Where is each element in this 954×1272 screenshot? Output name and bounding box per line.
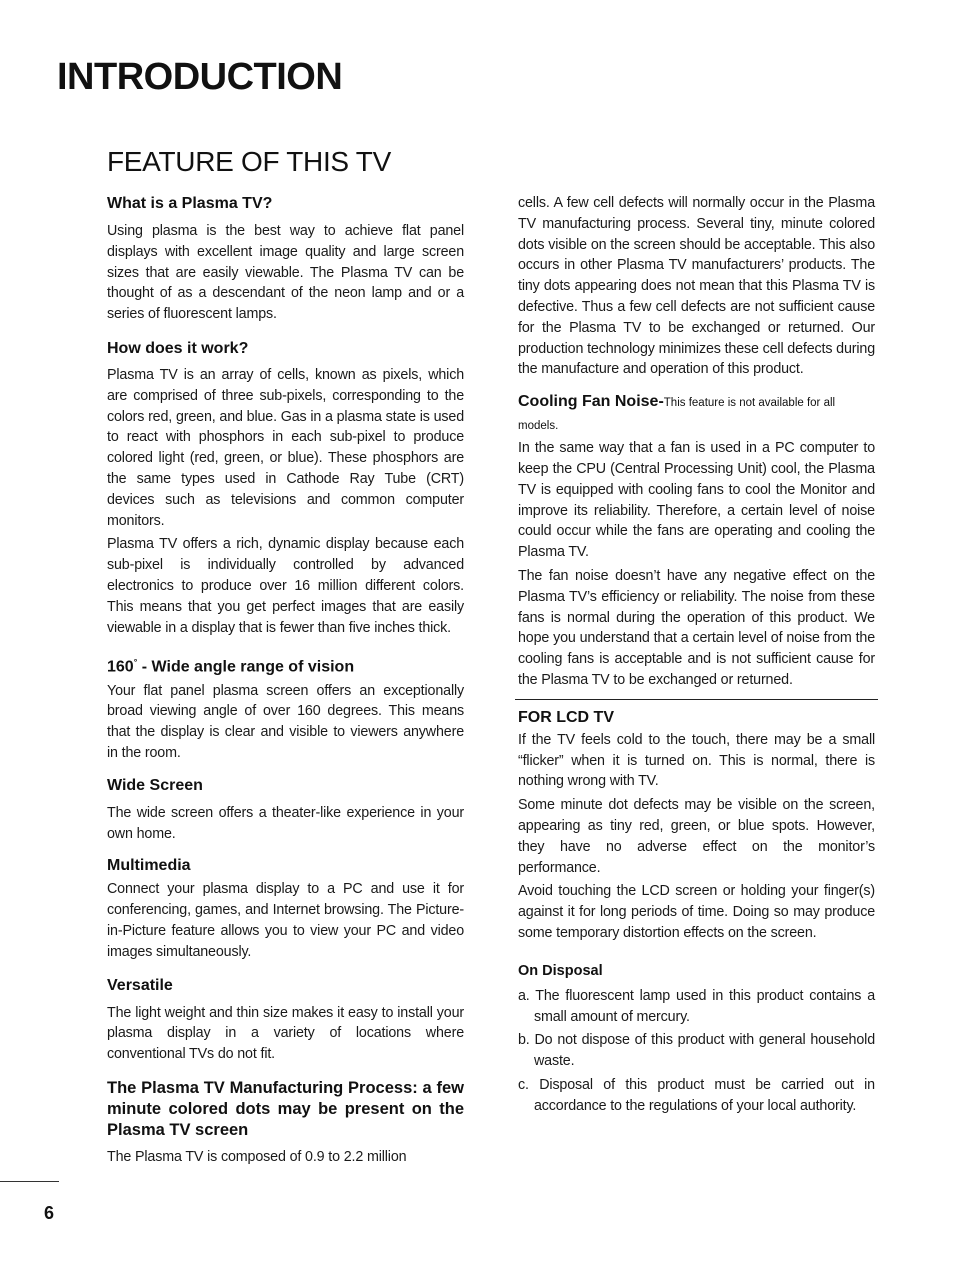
disposal-item: c. Disposal of this product must be carried out in accordance to the regulations of your local authority.	[518, 1076, 875, 1114]
lcd-paragraph-3: Avoid touching the LCD screen or holding your finger(s) against it for long periods of time. Doing so may produce some temporary distortion effects on the screen.	[518, 883, 875, 941]
wide-heading: Wide Screen	[107, 776, 203, 794]
multimedia-paragraph: Connect your plasma display to a PC and use it for conferencing, games, and Internet browsing. The Picture-in-Picture feature allows you to view your PC and video images simultaneously.	[107, 881, 464, 960]
footer-rule	[0, 1181, 59, 1182]
disposal-item: b. Do not dispose of this product with general household waste.	[518, 1032, 875, 1070]
angle-paragraph: Your flat panel plasma screen offers an exceptionally broad viewing angle of over 160 degrees. This means that the display is clear and visible to viewers anywhere in the room.	[107, 682, 464, 762]
versatile-heading: Versatile	[107, 976, 173, 994]
lcd-heading: FOR LCD TV	[518, 708, 614, 726]
fan-heading-note: This feature is not available for all models.	[518, 397, 836, 433]
fan-heading-text: Cooling Fan Noise-	[518, 393, 664, 411]
how-paragraph-2: Plasma TV offers a rich, dynamic display because each sub-pixel is individually controlled by advanced electronics to produce over 16 million different colors. This means that you get perfect images that are easily viewable in a display that is fewer than five inches thick.	[107, 536, 464, 636]
fan-paragraph-2: The fan noise doesn’t have any negative effect on the Plasma TV’s efficiency or reliability. The noise from these fans is normal during the operation of this product. We hope you understand that a certain level of noise from the cooling fans is acceptable and is not sufficient cause for the Plasma TV to be exchanged or returned.	[518, 567, 875, 688]
fan-paragraph-1: In the same way that a fan is used in a PC computer to keep the CPU (Central Processing Unit) cool, the Plasma TV is equipped with cooling fans to cool the Monitor and improve its reliability. Therefore, a certain level of noise could occur while the fans are operating and cooling the Plasma TV.	[518, 440, 875, 561]
angle-heading	[107, 652, 464, 677]
how-paragraph-1: Plasma TV is an array of cells, known as pixels, which are comprised of three sub-pixels, corresponding to the colors red, green, and blue. Gas in a plasma state is used to react with phosphors in each sub-pixel to produce colored light (red, green, or blue). These phosphors are the same types used in Cathode Ray Tube (CRT) devices such as televisions and common computer monitors.	[107, 366, 464, 529]
plasma-heading: What is a Plasma TV?	[107, 195, 273, 212]
wide-paragraph: The wide screen offers a theater-like experience in your own home.	[107, 804, 464, 842]
manufacturing-heading: The Plasma TV Manufacturing Process: a few minute colored dots may be present on the Plasma TV screen	[107, 1079, 464, 1140]
page-number: 6	[44, 1203, 55, 1223]
manufacturing-paragraph: The Plasma TV is composed of 0.9 to 2.2 million	[107, 1149, 407, 1166]
fan-heading	[518, 391, 875, 437]
angle-heading-text: - Wide angle range of vision	[137, 658, 355, 676]
lcd-paragraph-1: If the TV feels cold to the touch, there may be a small “flicker” when it is turned on. This is normal, there is nothing wrong with TV.	[518, 731, 875, 790]
angle-heading-degree: °	[133, 657, 138, 668]
page-title: INTRODUCTION	[57, 56, 343, 98]
disposal-item: a. The fluorescent lamp used in this product contains a small amount of mercury.	[518, 987, 875, 1025]
disposal-list	[518, 986, 875, 1117]
right-column	[518, 193, 875, 1116]
section-divider	[515, 699, 878, 700]
versatile-paragraph: The light weight and thin size makes it easy to install your plasma display in a variety of locations where conventional TVs do not fit.	[107, 1004, 464, 1063]
lcd-paragraph-2: Some minute dot defects may be visible on the screen, appearing as tiny red, green, or blue spots. However, they have no adverse effect on the monitor’s performance.	[518, 797, 875, 876]
multimedia-heading: Multimedia	[107, 857, 191, 875]
disposal-heading: On Disposal	[518, 962, 603, 979]
section-title: FEATURE OF THIS TV	[107, 146, 391, 177]
left-column	[107, 193, 464, 1168]
how-heading: How does it work?	[107, 339, 249, 357]
angle-heading-number: 160	[107, 658, 134, 676]
plasma-paragraph: Using plasma is the best way to achieve flat panel displays with excellent image quality and large screen sizes that are easily viewable. The Plasma TV can be thought of as a descendant of the neon lamp and or a series of fluorescent lamps.	[107, 223, 464, 323]
manufacturing-continued: cells. A few cell defects will normally occur in the Plasma TV manufacturing process. Several tiny, minute colored dots visible on the screen should be acceptable. This also occurs in other Plasma TV manufacturers’ products. The tiny dots appearing does not mean that this Plasma TV is defective. Thus a few cell defects are not sufficient cause for the Plasma TV to be exchanged or returned. Our production technology minimizes these cell defects during the manufacture and operation of this product.	[518, 195, 876, 378]
